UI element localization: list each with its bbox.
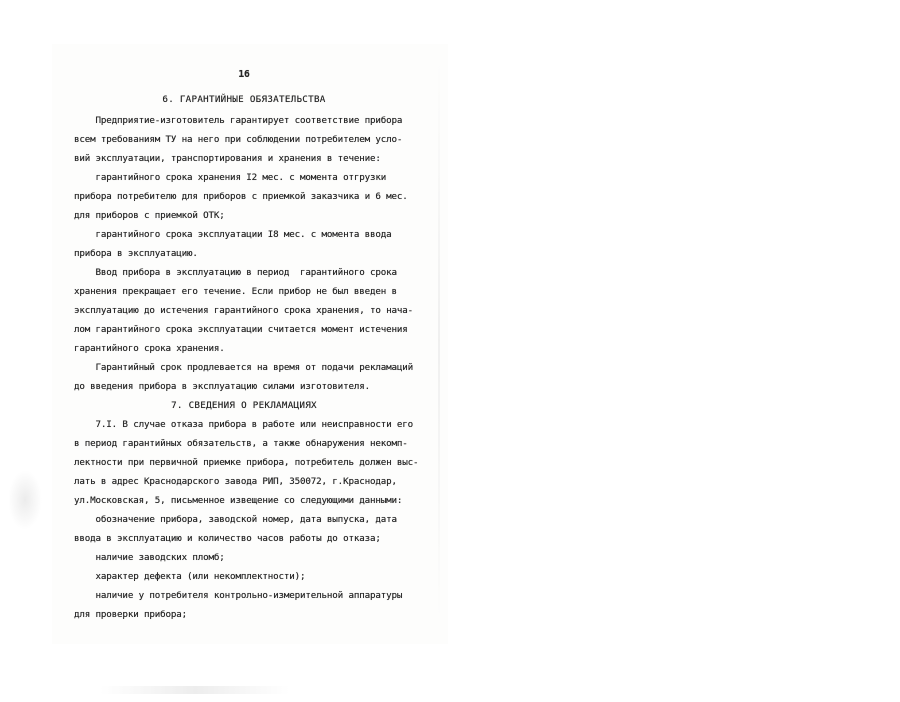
section-7-line: ввода в эксплуатацию и количество часов работы до отказа; [74,533,381,544]
section-7-line: обозначение прибора, заводской номер, дата выпуска, дата [74,514,397,525]
section-7-line: лектности при первичной приемке прибора, потребитель должен выс- [74,457,419,468]
scan-edge-right [438,60,440,620]
section-7-heading: 7. СВЕДЕНИЯ О РЕКЛАМАЦИЯХ [171,400,317,411]
section-6-line: до введения прибора в эксплуатацию силами изготовителя. [74,381,370,392]
section-6-line: прибора в эксплуатацию. [74,248,198,259]
section-6-line: всем требованиям ТУ на него при соблюдении потребителем усло- [74,134,403,145]
section-6-line: эксплуатацию до истечения гарантийного срока хранения, то нача- [74,305,414,316]
section-6-line: гарантийного срока хранения. [74,343,225,354]
section-7-line: характер дефекта (или некомплектности); [74,571,306,582]
section-6-line: вий эксплуатации, транспортирования и хранения в течение: [74,153,381,164]
section-6-line: лом гарантийного срока эксплуатации считается момент истечения [74,324,408,335]
section-6-heading: 6. ГАРАНТИЙНЫЕ ОБЯЗАТЕЛЬСТВА [162,94,326,105]
section-6-line: гарантийного срока эксплуатации I8 мес. с момента ввода [74,229,392,240]
section-6-line: Предприятие-изготовитель гарантирует соответствие прибора [74,115,403,126]
section-6-line: гарантийного срока хранения I2 мес. с момента отгрузки [74,172,387,183]
section-7-line: лать в адрес Краснодарского завода РИП, 350072, г.Краснодар, [74,476,397,487]
section-6-line: хранения прекращает его течение. Если прибор не был введен в [74,286,397,297]
section-6-line: Ввод прибора в эксплуатацию в период гарантийного срока [74,267,397,278]
scan-shadow-left [8,470,42,530]
section-7-line: наличие у потребителя контрольно-измерительной аппаратуры [74,590,403,601]
scan-shadow-bottom [100,686,290,694]
section-6-line: Гарантийный срок продлевается на время от подачи рекламаций [74,362,414,373]
section-7-line: ул.Московская, 5, письменное извещение со следующими данными: [74,495,403,506]
section-7-line: наличие заводских пломб; [74,552,225,563]
section-7-line: 7.I. В случае отказа прибора в работе или неисправности его [74,419,414,430]
section-6-line: для приборов с приемкой ОТК; [74,210,225,221]
page-number: 16 [238,69,250,80]
section-6-line: прибора потребителю для приборов с приемкой заказчика и 6 мес. [74,191,408,202]
section-7-line: для проверки прибора; [74,609,188,620]
section-7-line: в период гарантийных обязательств, а также обнаружения некомп- [74,438,408,449]
